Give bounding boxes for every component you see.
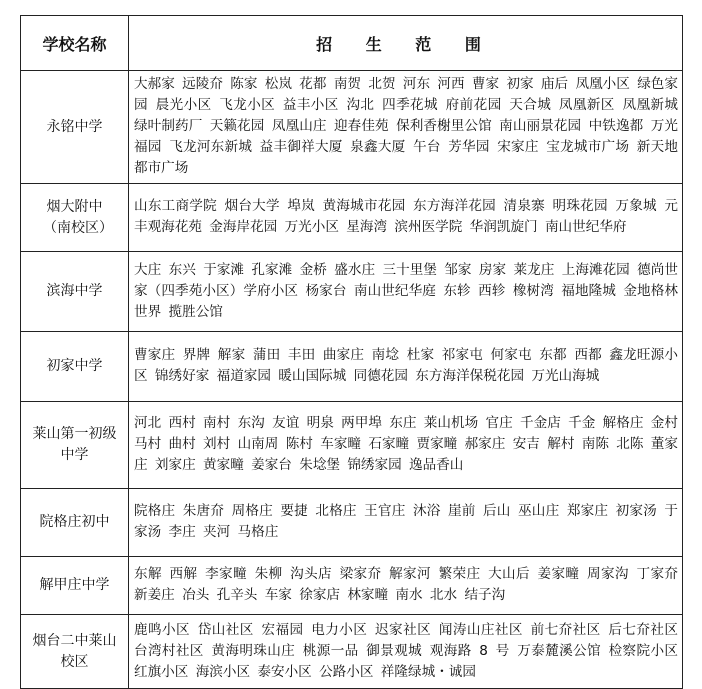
enrollment-range: 院格庄 朱唐夼 周格庄 要捷 北格庄 王官庄 沐浴 崖前 后山 巫山庄 郑家庄 初家汤 于家汤 李庄 夹河 马格庄 — [129, 489, 683, 557]
school-name: 解甲庄中学 — [21, 557, 129, 615]
school-name: 莱山第一初级中学 — [21, 402, 129, 489]
table-row — [21, 402, 683, 489]
school-name: 永铭中学 — [21, 71, 129, 184]
header-enrollment-range: 招 生 范 围 — [129, 16, 683, 71]
enrollment-range: 河北 西村 南村 东沟 友谊 明泉 两甲埠 东庄 莱山机场 官庄 千金店 千金 解格庄 金村 马村 曲村 刘村 山南周 陈村 车家疃 石家疃 贾家疃 郝家庄 安吉 解村 南陈 北陈 董家庄 刘家庄 黄家疃 姜家台 朱埝堡 锦绣家园 逸品香山 — [129, 402, 683, 489]
enrollment-range: 山东工商学院 烟台大学 埠岚 黄海城市花园 东方海洋花园 清泉寨 明珠花园 万象城 元丰观海花苑 金海岸花园 万光小区 星海湾 滨州医学院 华润凯旋门 南山世纪华府 — [129, 184, 683, 252]
table-header-row — [21, 16, 683, 71]
school-name: 烟台二中莱山校区 — [21, 615, 129, 689]
enrollment-range: 大庄 东兴 于家滩 孔家滩 金桥 盛水庄 三十里堡 邹家 房家 莱龙庄 上海滩花园 德尚世家（四季苑小区）学府小区 杨家台 南山世纪华庭 东轸 西轸 橡树湾 福地隆城 金地格林世界 揽胜公馆 — [129, 252, 683, 332]
table-row — [21, 184, 683, 252]
enrollment-table — [20, 15, 683, 689]
table-row — [21, 71, 683, 184]
table-row — [21, 252, 683, 332]
enrollment-range: 大郝家 远陵夼 陈家 松岚 花都 南贺 北贺 河东 河西 曹家 初家 庙后 凤凰小区 绿色家园 晨光小区 飞龙小区 益丰小区 沟北 四季花城 府前花园 天合城 凤凰新区 凤凰新城 绿叶制药厂 天籁花园 凤凰山庄 迎春佳苑 保利香榭里公馆 南山丽景花园 中铁逸都 万光福园 飞龙河东新城 益丰御祥大厦 泉鑫大厦 午台 芳华园 宋家庄 宝龙城市广场 新天地都市广场 — [129, 71, 683, 184]
header-school-name: 学校名称 — [21, 16, 129, 71]
enrollment-range: 东解 西解 李家疃 朱柳 沟头店 梁家夼 解家河 繁荣庄 大山后 姜家疃 周家沟 丁家夼 新姜庄 冶头 孔辛头 车家 徐家店 林家疃 南水 北水 结子沟 — [129, 557, 683, 615]
enrollment-range: 鹿鸣小区 岱山社区 宏福园 电力小区 迟家社区 闻涛山庄社区 前七夼社区 后七夼社区 台湾村社区 黄海明珠山庄 桃源一品 御景观城 观海路 8 号 万泰麓溪公馆 检察院小区 红旗小区 海滨小区 泰安小区 公路小区 祥隆绿城・诚园 — [129, 615, 683, 689]
table-row — [21, 615, 683, 689]
school-name: 滨海中学 — [21, 252, 129, 332]
school-name: 初家中学 — [21, 332, 129, 402]
table-row — [21, 332, 683, 402]
enrollment-range: 曹家庄 界牌 解家 蒲田 丰田 曲家庄 南埝 杜家 祁家屯 何家屯 东都 西都 鑫龙旺源小区 锦绣好家 福道家园 暖山国际城 同德花园 东方海洋保税花园 万光山海城 — [129, 332, 683, 402]
school-name: 院格庄初中 — [21, 489, 129, 557]
table-row — [21, 489, 683, 557]
table-row — [21, 557, 683, 615]
school-name: 烟大附中（南校区） — [21, 184, 129, 252]
